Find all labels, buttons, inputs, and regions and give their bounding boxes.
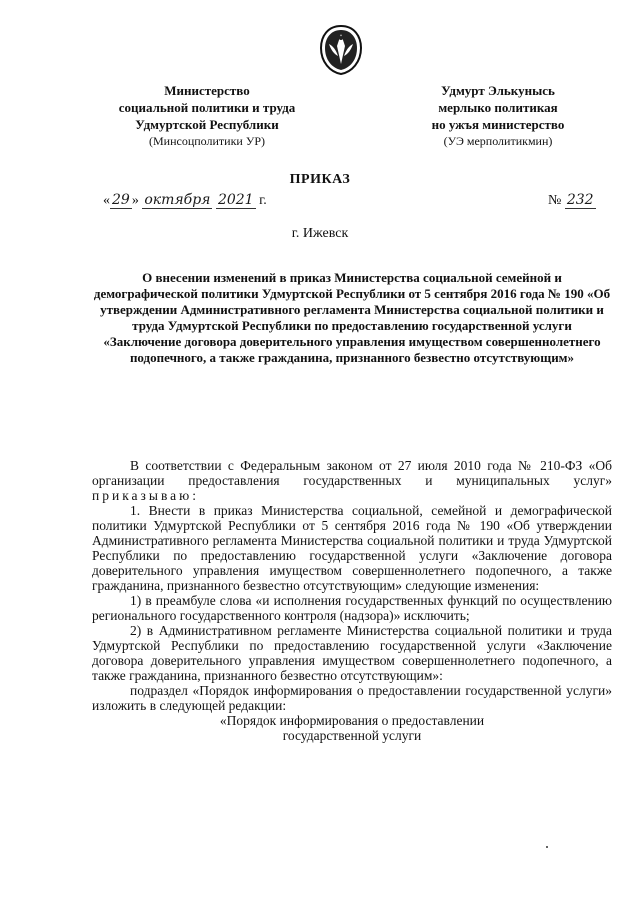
order-date: « 29 » октября 2021 г. [103, 192, 267, 208]
date-day: 29 [112, 192, 130, 208]
scan-speck [546, 846, 548, 848]
ministry-name-udmurt [388, 82, 608, 150]
date-year: 2021 [217, 192, 254, 208]
order-number-value: 232 [566, 192, 594, 208]
order-subject: О внесении изменений в приказ Министерства социальной семейной и демографической политики Удмуртской Республики от 5 сентября 2016 года № 190 «Об утверждении Административного регламента Министерства социальной политики и труда Удмуртской Республики по предоставлению государственной услуги «Заключение договора доверительного управления имуществом совершеннолетнего подопечного, а также гражданина, признанного безвестно отсутствующим» [93, 270, 611, 365]
order-body [92, 458, 612, 743]
preamble-paragraph: В соответствии с Федеральным законом от 27 июля 2010 года № 210-ФЗ «Об организации предоставления государственных и муниципальных услуг» приказываю: [92, 458, 612, 503]
order-number: № 232 [548, 192, 594, 208]
ministry-abbreviation-udmurt: (УЭ мерполитикмин) [443, 134, 553, 148]
coat-of-arms-emblem-icon [318, 24, 364, 76]
ministry-name-udmurt-line1: Удмурт Элькунысь [441, 83, 555, 98]
document-title: ПРИКАЗ [289, 172, 351, 187]
order-word: приказываю: [92, 488, 199, 503]
ministry-name-russian [92, 82, 322, 150]
ministry-name-line3: Удмуртской Республики [135, 117, 279, 132]
paragraph-item-1: 1. Внести в приказ Министерства социальной, семейной и демографической политики Удмуртской Республики от 5 сентября 2016 года № 190 «Об утверждении Административного регламента Министерства социальной политики и труда Удмуртской Республики по предоставлению государственной услуги «Заключение договора доверительного управления имуществом совершеннолетнего подопечного, а также гражданина, признанного безвестно отсутствующим» следующие изменения: [92, 503, 612, 593]
section-heading: «Порядок информирования о предоставлении государственной услуги [219, 713, 485, 743]
ministry-name-line2: социальной политики и труда [118, 100, 296, 115]
ministry-name-udmurt-line3: но ужъя министерство [431, 117, 565, 132]
ministry-name-udmurt-line2: мерлыко политикая [438, 100, 558, 115]
paragraph-subsection: подраздел «Порядок информирования о предоставлении государственной услуги» изложить в следующей редакции: [92, 683, 612, 713]
paragraph-subitem-2: 2) в Административном регламенте Министерства социальной политики и труда Удмуртской Республики по предоставлению государственной услуги «Заключение договора доверительного управления имуществом совершеннолетнего подопечного, а также гражданина, признанного безвестно отсутствующим»: [92, 623, 612, 683]
ministry-name-line1: Министерство [164, 83, 250, 98]
city-line: г. Ижевск [291, 226, 349, 241]
date-month: октября [144, 192, 211, 208]
ministry-abbreviation: (Минсоцполитики УР) [148, 134, 265, 148]
paragraph-subitem-1: 1) в преамбуле слова «и исполнения государственных функций по осуществлению регионального государственного контроля (надзора)» исключить; [92, 593, 612, 623]
